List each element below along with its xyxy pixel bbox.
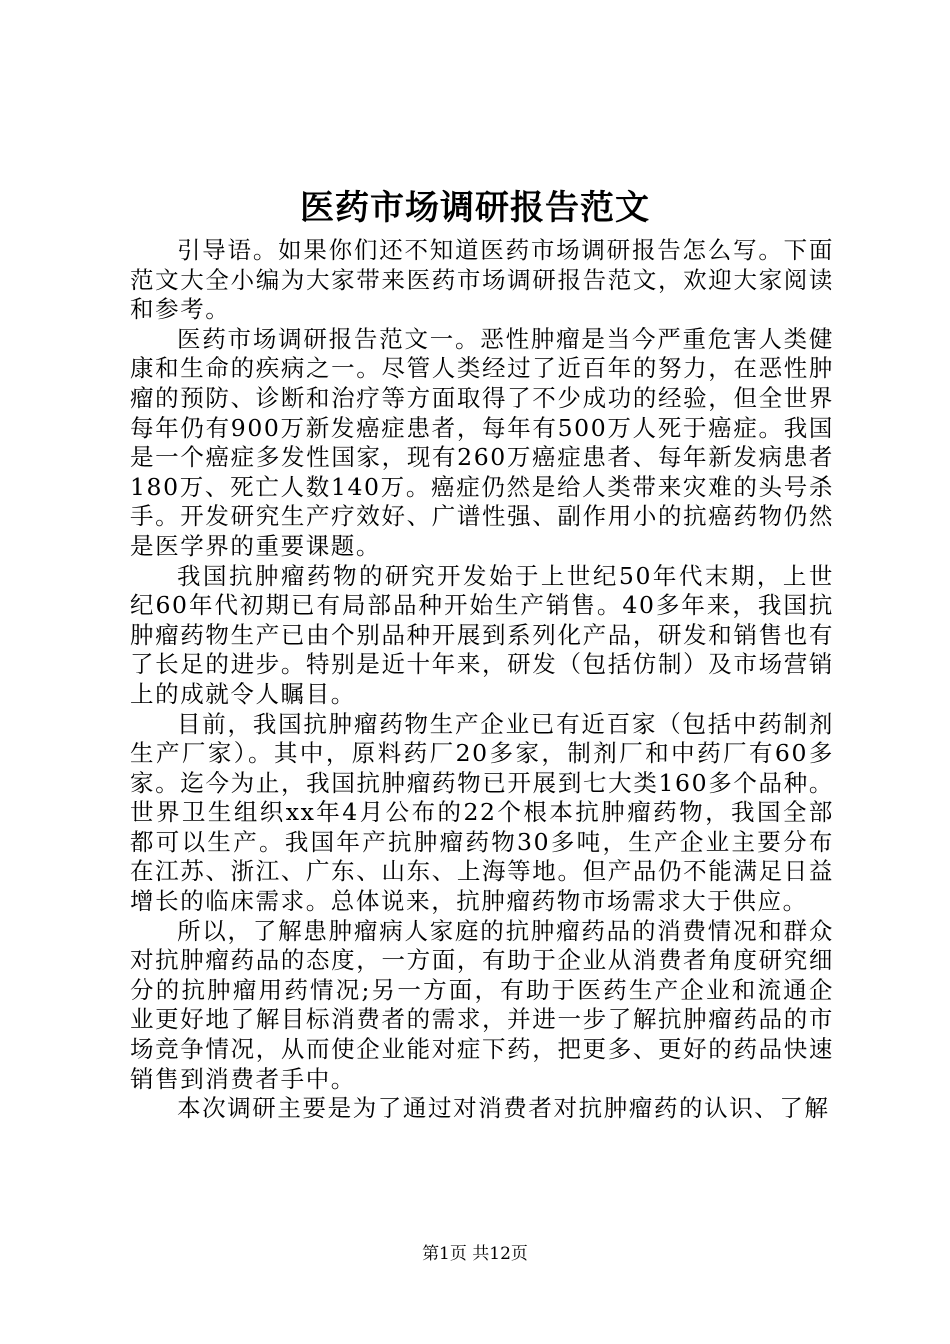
paragraph-2: 我国抗肿瘤药物的研究开发始于上世纪50年代末期，上世纪60年代初期已有局部品种开始生产销售。40多年来，我国抗肿瘤药物生产已由个别品种开展到系列化产品，研发和销售也有了长足的进步。特别是近十年来，研发（包括仿制）及市场营销上的成就令人瞩目。 (130, 561, 834, 708)
page-number-footer: 第1页 共12页 (422, 1244, 528, 1264)
document-body (130, 236, 834, 1124)
paragraph-4: 所以，了解患肿瘤病人家庭的抗肿瘤药品的消费情况和群众对抗肿瘤药品的态度，一方面，有助于企业从消费者角度研究细分的抗肿瘤用药情况;另一方面，有助于医药生产企业和流通企业更好地了解目标消费者的需求，并进一步了解抗肿瘤药品的市场竞争情况，从而使企业能对症下药，把更多、更好的药品快速销售到消费者手中。 (130, 916, 834, 1093)
paragraph-intro: 引导语。如果你们还不知道医药市场调研报告怎么写。下面范文大全小编为大家带来医药市场调研报告范文，欢迎大家阅读和参考。 (130, 236, 834, 324)
page-title: 医药市场调研报告范文 (300, 188, 650, 228)
paragraph-5: 本次调研主要是为了通过对消费者对抗肿瘤药的认识、了解 (177, 1094, 830, 1123)
paragraph-1: 医药市场调研报告范文一。恶性肿瘤是当今严重危害人类健康和生命的疾病之一。尽管人类经过了近百年的努力，在恶性肿瘤的预防、诊断和治疗等方面取得了不少成功的经验，但全世界每年仍有900万新发癌症患者，每年有500万人死于癌症。我国是一个癌症多发性国家，现有260万癌症患者、每年新发病患者180万、死亡人数140万。癌症仍然是给人类带来灾难的头号杀手。开发研究生产疗效好、广谱性强、副作用小的抗癌药物仍然是医学界的重要课题。 (130, 324, 834, 560)
paragraph-3: 目前，我国抗肿瘤药物生产企业已有近百家（包括中药制剂生产厂家）。其中，原料药厂20多家，制剂厂和中药厂有60多家。迄今为止，我国抗肿瘤药物已开展到七大类160多个品种。世界卫生组织xx年4月公布的22个根本抗肿瘤药物，我国全部都可以生产。我国年产抗肿瘤药物30多吨，生产企业主要分布在江苏、浙江、广东、山东、上海等地。但产品仍不能满足日益增长的临床需求。总体说来，抗肿瘤药物市场需求大于供应。 (130, 709, 834, 916)
